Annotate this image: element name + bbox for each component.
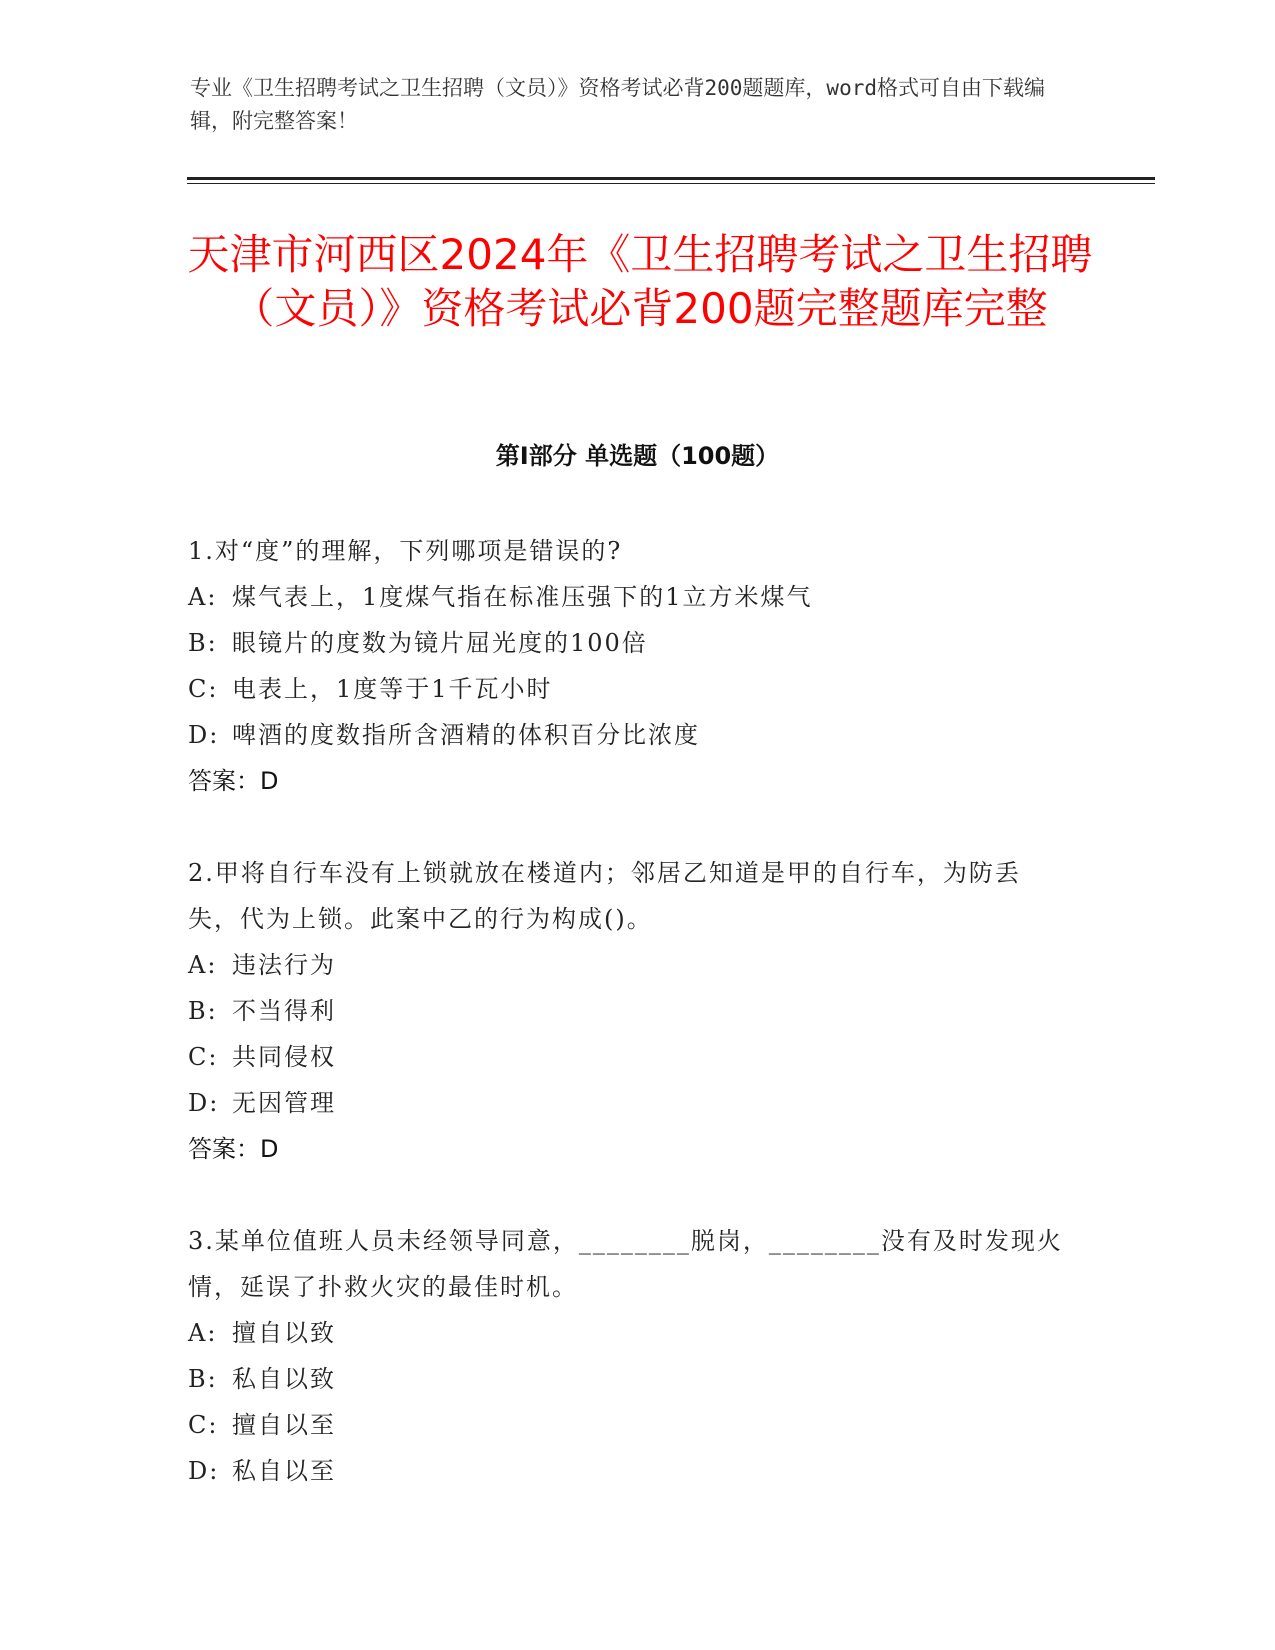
option-key: A: — [188, 951, 218, 979]
option-text: 共同侵权 — [232, 1043, 336, 1071]
option-c — [188, 1034, 1068, 1080]
option-text: 擅自以致 — [232, 1319, 336, 1347]
question-stem: 2.甲将自行车没有上锁就放在楼道内；邻居乙知道是甲的自行车，为防丢失，代为上锁。此案中乙的行为构成()。 — [188, 859, 1021, 933]
option-b — [188, 988, 1068, 1034]
section-title: 第Ⅰ部分 单选题（100题） — [495, 442, 780, 470]
option-text: 违法行为 — [232, 951, 336, 979]
option-key: D: — [188, 721, 220, 749]
option-key: C: — [188, 1043, 219, 1071]
option-c — [188, 666, 1068, 712]
question-list — [188, 528, 1068, 1540]
header-rule-thick — [187, 177, 1155, 180]
option-key: A: — [188, 1319, 218, 1347]
option-b — [188, 620, 1068, 666]
option-text: 私自以致 — [232, 1365, 336, 1393]
header-rule-thin — [187, 183, 1155, 184]
option-key: A: — [188, 583, 218, 611]
option-text: 电表上，1度等于1千瓦小时 — [232, 675, 553, 703]
option-text: 眼镜片的度数为镜片屈光度的100倍 — [232, 629, 648, 657]
option-b — [188, 1356, 1068, 1402]
question-1 — [188, 528, 1068, 804]
option-text: 煤气表上，1度煤气指在标准压强下的1立方米煤气 — [232, 583, 813, 611]
option-key: B: — [188, 629, 218, 657]
option-a — [188, 942, 1068, 988]
option-key: D: — [188, 1457, 220, 1485]
option-text: 私自以至 — [232, 1457, 336, 1485]
option-text: 不当得利 — [232, 997, 336, 1025]
option-d — [188, 712, 1068, 758]
question-stem: 3.某单位值班人员未经领导同意，________脱岗，________没有及时发现火情，延误了扑救火灾的最佳时机。 — [188, 1227, 1063, 1301]
option-d — [188, 1448, 1068, 1494]
document-title: 天津市河西区2024年《卫生招聘考试之卫生招聘（文员）》资格考试必背200题完整题库完整 — [187, 230, 1093, 333]
option-d — [188, 1080, 1068, 1126]
answer-line: 答案：D — [188, 1135, 279, 1163]
option-c — [188, 1402, 1068, 1448]
option-key: B: — [188, 997, 218, 1025]
option-key: B: — [188, 1365, 218, 1393]
answer-line: 答案：D — [188, 767, 279, 795]
header-note: 专业《卫生招聘考试之卫生招聘（文员）》资格考试必背200题题库，word格式可自由下载编辑，附完整答案！ — [190, 76, 1045, 133]
option-a — [188, 574, 1068, 620]
option-text: 擅自以至 — [232, 1411, 336, 1439]
option-text: 啤酒的度数指所含酒精的体积百分比浓度 — [232, 721, 700, 749]
question-stem: 1.对“度”的理解，下列哪项是错误的? — [188, 537, 623, 565]
option-key: C: — [188, 1411, 219, 1439]
question-2 — [188, 850, 1068, 1172]
option-key: D: — [188, 1089, 220, 1117]
option-key: C: — [188, 675, 219, 703]
question-3 — [188, 1218, 1068, 1494]
option-a — [188, 1310, 1068, 1356]
option-text: 无因管理 — [232, 1089, 336, 1117]
